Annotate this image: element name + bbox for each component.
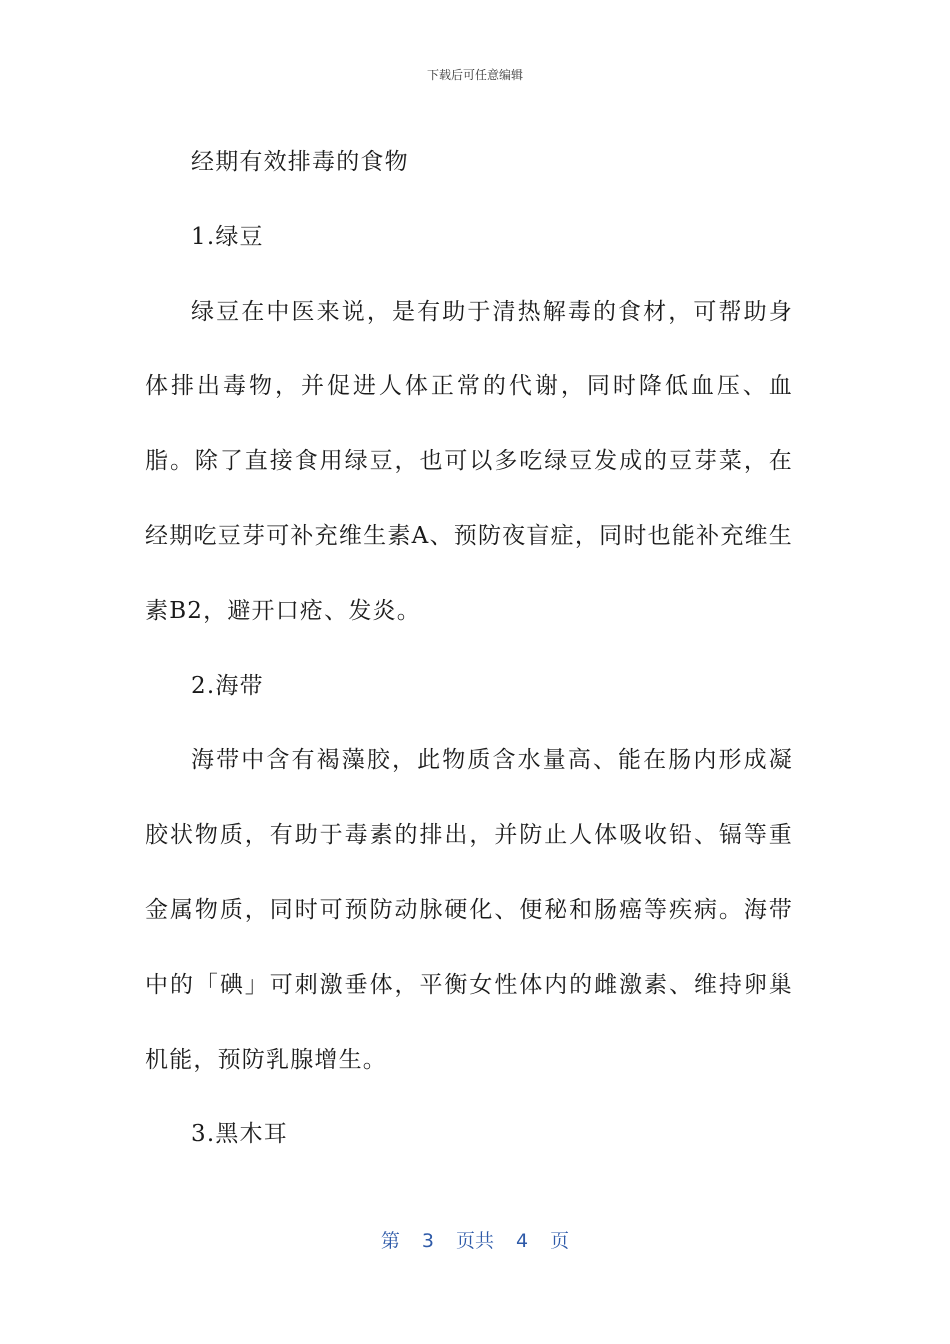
section-heading: 3.黑木耳: [191, 1121, 288, 1148]
header-note: 下载后可任意编辑: [426, 68, 523, 82]
document-body: [145, 125, 793, 1172]
section-paragraph: 绿豆在中医来说，是有助于清热解毒的食材，可帮助身体排出毒物，并促进人体正常的代谢，同时降低血压、血脂。除了直接食用绿豆，也可以多吃绿豆发成的豆芽菜，在经期吃豆芽可补充维生素A、预防夜盲症，同时也能补充维生素B2，避开口疮、发炎。: [145, 298, 793, 624]
section-heading: 2.海带: [191, 672, 264, 699]
footer-suffix: 页: [550, 1230, 570, 1252]
section-heading: 1.绿豆: [191, 223, 264, 250]
document-title: 经期有效排毒的食物: [191, 149, 409, 175]
section-paragraph: 海带中含有褐藻胶，此物质含水量高、能在肠内形成凝胶状物质，有助于毒素的排出，并防止人体吸收铅、镉等重金属物质，同时可预防动脉硬化、便秘和肠癌等疾病。海带中的「碘」可刺激垂体，平衡女性体内的雌激素、维持卵巢机能，预防乳腺增生。: [145, 747, 793, 1073]
footer-current-page: 3: [421, 1230, 434, 1252]
page-number-footer: [0, 1226, 950, 1253]
footer-total-pages: 4: [516, 1230, 529, 1252]
footer-middle: 页共: [455, 1230, 494, 1252]
footer-prefix: 第: [380, 1230, 400, 1252]
